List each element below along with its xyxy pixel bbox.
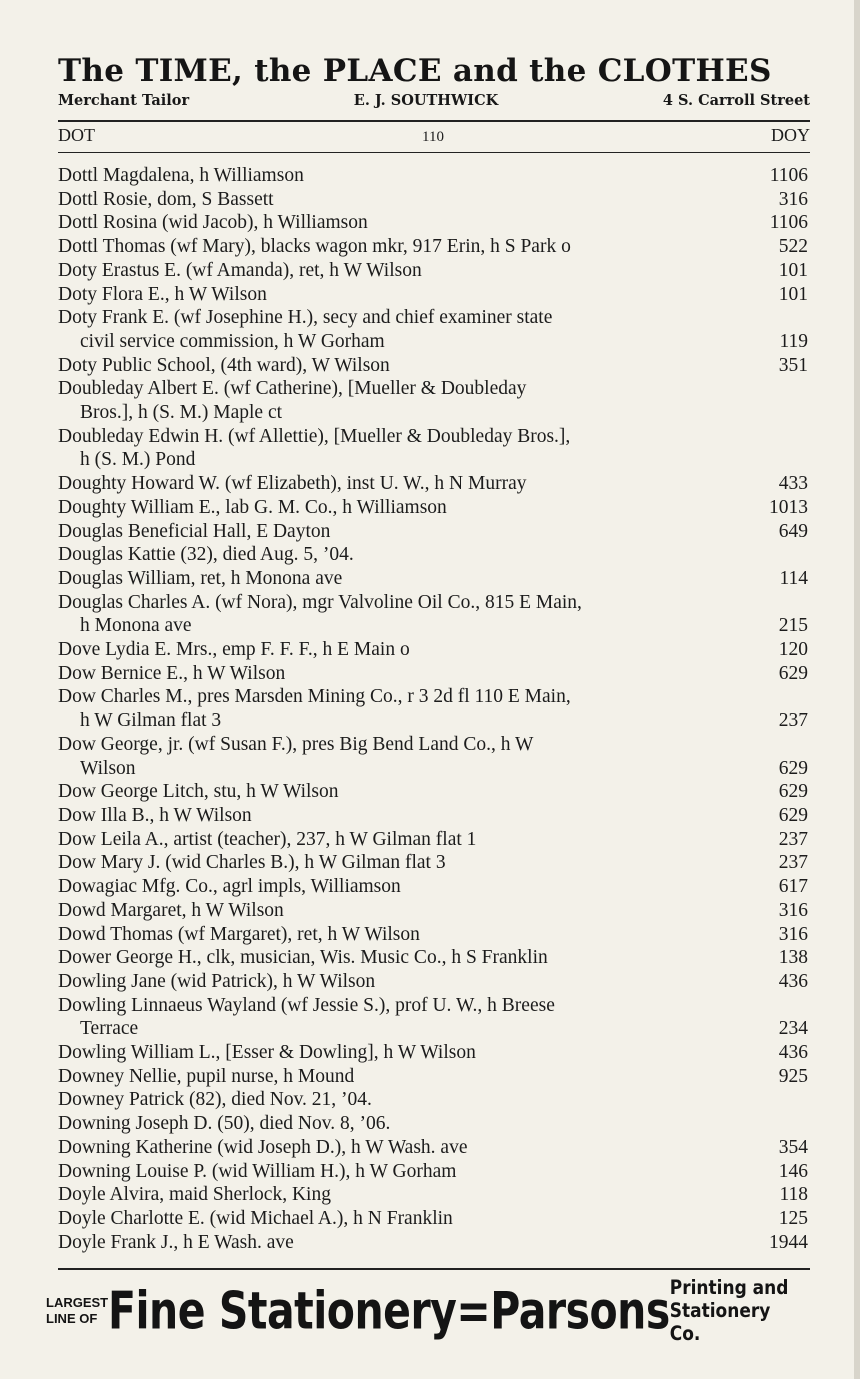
entry-number: 316 xyxy=(778,899,808,921)
ad-sub-right: 4 S. Carroll Street xyxy=(662,92,810,109)
entry-text: Dow George Litch, stu, h W Wilson xyxy=(58,781,339,803)
entry-number: 146 xyxy=(778,1160,808,1182)
entry-continuation: Wilson xyxy=(80,757,136,779)
directory-entry xyxy=(58,425,808,472)
entry-continuation: h (S. M.) Pond xyxy=(80,449,196,471)
entry-text: Dottl Rosie, dom, S Bassett xyxy=(58,188,274,210)
page-edge xyxy=(854,0,860,1379)
entry-text: Douglas Beneficial Hall, E Dayton xyxy=(58,520,331,542)
entry-continuation: h W Gilman flat 3 xyxy=(80,710,222,732)
entry-number: 120 xyxy=(778,639,808,661)
directory-entry xyxy=(58,591,808,638)
directory-entry xyxy=(58,1088,808,1112)
entry-number: 1106 xyxy=(769,165,808,186)
entry-text: Doty Frank E. (wf Josephine H.), secy and chief examiner state xyxy=(58,307,553,329)
directory-entry xyxy=(58,1160,808,1184)
entry-text: Downing Joseph D. (50), died Nov. 8, ’06. xyxy=(58,1113,391,1135)
entry-number: 629 xyxy=(778,804,808,826)
directory-entry xyxy=(58,235,808,259)
entry-text: Doubleday Edwin H. (wf Allettie), [Mueller & Doubleday Bros.], xyxy=(58,425,571,447)
entry-number: 629 xyxy=(778,662,808,684)
directory-entry xyxy=(58,259,808,283)
entry-continuation-line xyxy=(58,614,808,638)
page-number: 110 xyxy=(422,129,444,145)
entry-number: 237 xyxy=(778,828,808,850)
entry-number: 125 xyxy=(778,1207,808,1229)
directory-entry xyxy=(58,851,808,875)
entry-number: 138 xyxy=(778,947,808,969)
entry-number: 101 xyxy=(778,259,808,281)
entry-number: 1013 xyxy=(769,496,808,518)
entry-text: Douglas Charles A. (wf Nora), mgr Valvoline Oil Co., 815 E Main, xyxy=(58,591,582,613)
directory-entry xyxy=(58,1183,808,1207)
entry-text: Douglas William, ret, h Monona ave xyxy=(58,567,343,589)
ad-sub-left: Merchant Tailor xyxy=(58,92,190,109)
entry-text: Downey Nellie, pupil nurse, h Mound xyxy=(58,1065,355,1087)
directory-entry xyxy=(58,638,808,662)
entry-number xyxy=(800,401,808,425)
directory-entry xyxy=(58,1136,808,1160)
ad-subline xyxy=(58,92,810,109)
entry-text: Douglas Kattie (32), died Aug. 5, ’04. xyxy=(58,544,354,566)
entry-text: Dow Charles M., pres Marsden Mining Co., r 3 2d fl 110 E Main, xyxy=(58,686,571,708)
directory-entry xyxy=(58,994,808,1041)
entry-text: Dow George, jr. (wf Susan F.), pres Big Bend Land Co., h W xyxy=(58,733,534,755)
entry-number: 522 xyxy=(778,236,808,258)
entry-number: 436 xyxy=(778,1042,808,1064)
directory-entry xyxy=(58,1207,808,1231)
entry-number: 433 xyxy=(778,473,808,495)
entry-text: Dowling Linnaeus Wayland (wf Jessie S.), prof U. W., h Breese xyxy=(58,994,555,1016)
directory-entry xyxy=(58,875,808,899)
ad-bottom-right xyxy=(670,1277,802,1346)
entry-number: 316 xyxy=(778,923,808,945)
entry-text: Dottl Magdalena, h Williamson xyxy=(58,165,304,186)
entry-continuation: h Monona ave xyxy=(80,615,192,637)
entry-number: 118 xyxy=(779,1184,808,1206)
entry-number: 114 xyxy=(779,567,808,589)
entry-number: 354 xyxy=(778,1136,808,1158)
entry-text: Dow Mary J. (wid Charles B.), h W Gilman flat 3 xyxy=(58,852,446,874)
entry-number: 316 xyxy=(778,188,808,210)
entry-text: Doty Erastus E. (wf Amanda), ret, h W Wilson xyxy=(58,259,422,281)
directory-entry xyxy=(58,923,808,947)
directory-entry xyxy=(58,662,808,686)
ad-bottom-right-line1: Printing and xyxy=(669,1276,789,1300)
entry-number: 649 xyxy=(778,520,808,542)
directory-entry xyxy=(58,354,808,378)
directory-entry xyxy=(58,1112,808,1136)
ad-bottom-left xyxy=(46,1295,108,1327)
guide-word-left: DOT xyxy=(58,125,95,145)
directory-entry xyxy=(58,828,808,852)
directory-entry xyxy=(58,211,808,235)
entry-text: Dowling Jane (wid Patrick), h W Wilson xyxy=(58,970,376,992)
directory-entry xyxy=(58,543,808,567)
ad-sub-center: E. J. SOUTHWICK xyxy=(353,92,499,109)
ad-bottom-left-line1: LARGEST xyxy=(46,1295,109,1310)
entry-number: 1106 xyxy=(769,212,808,234)
directory-entry xyxy=(58,567,808,591)
entry-text: Dove Lydia E. Mrs., emp F. F. F., h E Main o xyxy=(58,639,410,661)
directory-entry xyxy=(58,377,808,424)
guide-word-right: DOY xyxy=(770,125,810,145)
entry-continuation: civil service commission, h W Gorham xyxy=(80,330,385,352)
entry-text: Dow Bernice E., h W Wilson xyxy=(58,662,286,684)
entry-number: 119 xyxy=(779,330,808,352)
directory-entry xyxy=(58,685,808,732)
entry-continuation-line xyxy=(58,1017,808,1041)
entry-number: 234 xyxy=(778,1018,808,1040)
directory-entry xyxy=(58,1065,808,1089)
entry-number xyxy=(800,448,808,472)
entry-text: Dowagiac Mfg. Co., agrl impls, Williamson xyxy=(58,876,401,898)
entry-text: Doty Public School, (4th ward), W Wilson xyxy=(58,354,390,376)
directory-entry xyxy=(58,946,808,970)
entry-text: Dottl Thomas (wf Mary), blacks wagon mkr, 917 Erin, h S Park o xyxy=(58,236,571,258)
directory-entry xyxy=(58,472,808,496)
entry-text: Dowd Margaret, h W Wilson xyxy=(58,899,284,921)
entry-number: 237 xyxy=(778,852,808,874)
entry-continuation-line xyxy=(58,401,808,425)
directory-entry xyxy=(58,1231,808,1255)
entry-number: 436 xyxy=(778,970,808,992)
entry-text: Doughty William E., lab G. M. Co., h Williamson xyxy=(58,496,447,518)
entry-text: Dow Leila A., artist (teacher), 237, h W Gilman flat 1 xyxy=(58,828,477,850)
directory-entry xyxy=(58,283,808,307)
entry-text: Doyle Frank J., h E Wash. ave xyxy=(58,1231,294,1253)
entry-number: 237 xyxy=(778,710,808,732)
entry-text: Doubleday Albert E. (wf Catherine), [Mueller & Doubleday xyxy=(58,378,527,400)
entry-text: Downing Katherine (wid Joseph D.), h W Wash. ave xyxy=(58,1136,468,1158)
directory-entry xyxy=(58,899,808,923)
bottom-advertisement xyxy=(46,1276,802,1346)
entry-continuation-line xyxy=(58,330,808,354)
bottom-rule xyxy=(58,1268,810,1270)
entry-text: Dottl Rosina (wid Jacob), h Williamson xyxy=(58,212,368,234)
entry-text: Doyle Charlotte E. (wid Michael A.), h N Franklin xyxy=(58,1207,453,1229)
entry-continuation-line xyxy=(58,448,808,472)
directory-entry xyxy=(58,306,808,353)
ad-bottom-right-line2: Stationery Co. xyxy=(669,1299,771,1346)
entry-number: 215 xyxy=(778,615,808,637)
entry-number: 629 xyxy=(778,781,808,803)
directory-entry xyxy=(58,496,808,520)
directory-entry xyxy=(58,520,808,544)
ad-bottom-main: Fine Stationery=Parsons xyxy=(108,1281,670,1341)
entry-continuation: Terrace xyxy=(80,1018,139,1040)
entry-number: 617 xyxy=(778,876,808,898)
header-rule xyxy=(58,152,810,153)
top-advertisement xyxy=(58,50,810,109)
directory-entry xyxy=(58,780,808,804)
entry-text: Dowd Thomas (wf Margaret), ret, h W Wilson xyxy=(58,923,420,945)
entry-text: Downing Louise P. (wid William H.), h W Gorham xyxy=(58,1160,457,1182)
entry-number: 925 xyxy=(778,1065,808,1087)
running-head xyxy=(58,122,810,150)
directory-entry xyxy=(58,804,808,828)
entry-number: 629 xyxy=(778,757,808,779)
entry-text: Dow Illa B., h W Wilson xyxy=(58,804,252,826)
entry-text: Doty Flora E., h W Wilson xyxy=(58,283,267,305)
ad-bottom-left-line2: LINE OF xyxy=(46,1311,98,1326)
entry-continuation-line xyxy=(58,709,808,733)
ad-headline: The TIME, the PLACE and the CLOTHES xyxy=(58,53,772,89)
directory-entries xyxy=(58,164,808,1254)
entry-number: 351 xyxy=(778,354,808,376)
entry-number: 101 xyxy=(778,283,808,305)
entry-text: Doughty Howard W. (wf Elizabeth), inst U. W., h N Murray xyxy=(58,473,527,495)
entry-text: Dowling William L., [Esser & Dowling], h W Wilson xyxy=(58,1042,476,1064)
directory-entry xyxy=(58,733,808,780)
entry-continuation: Bros.], h (S. M.) Maple ct xyxy=(80,402,283,424)
entry-text: Dower George H., clk, musician, Wis. Music Co., h S Franklin xyxy=(58,947,548,969)
directory-entry xyxy=(58,164,808,188)
directory-entry xyxy=(58,188,808,212)
entry-number: 1944 xyxy=(769,1231,808,1253)
entry-text: Doyle Alvira, maid Sherlock, King xyxy=(58,1184,331,1206)
entry-text: Downey Patrick (82), died Nov. 21, ’04. xyxy=(58,1089,372,1111)
directory-entry xyxy=(58,970,808,994)
entry-continuation-line xyxy=(58,757,808,781)
directory-entry xyxy=(58,1041,808,1065)
